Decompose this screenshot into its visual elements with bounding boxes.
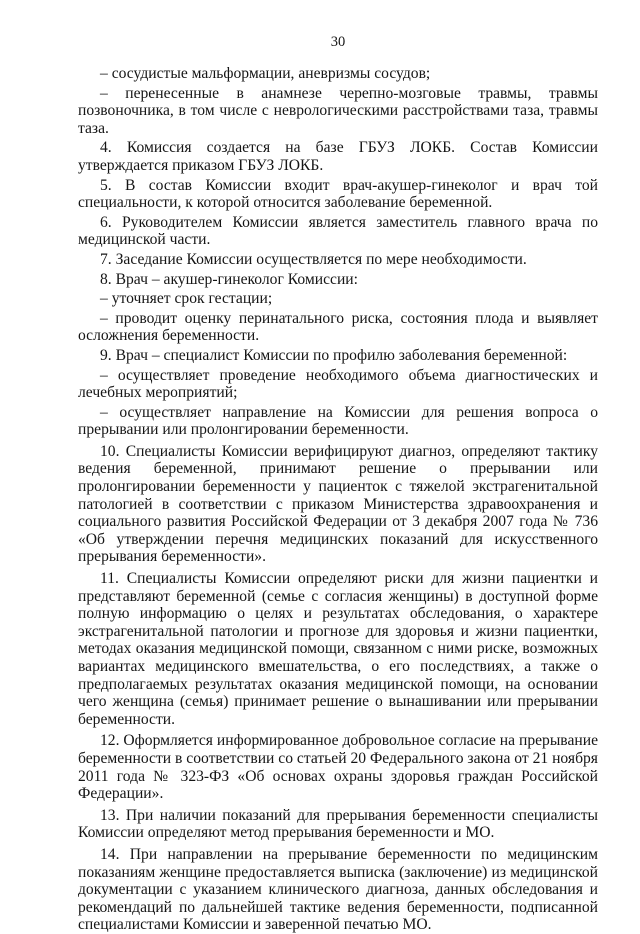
paragraph: 12. Оформляется информированное добровольное согласие на прерывание беременности в соответствии со статьей 20 Федерального закона от 21 ноября 2011 года № 323-ФЗ «Об основах охраны здоровья граждан Российской Федерации». bbox=[78, 732, 598, 803]
paragraph: 6. Руководителем Комиссии является заместитель главного врача по медицинской части. bbox=[78, 213, 598, 249]
paragraph: 7. Заседание Комиссии осуществляется по мере необходимости. bbox=[100, 250, 527, 268]
paragraph: – осуществляет направление на Комиссии для решения вопроса о прерывании или пролонгировании беременности. bbox=[78, 403, 598, 439]
paragraph: 4. Комиссия создается на базе ГБУЗ ЛОКБ. Состав Комиссии утверждается приказом ГБУЗ ЛОКБ. bbox=[78, 139, 598, 174]
document-body bbox=[78, 65, 598, 934]
paragraph: 11. Специалисты Комиссии определяют риски для жизни пациентки и представляют беременной (семье с согласия женщины) в доступной форме полную информацию о целях и результатах обследования, о характере экстрагенитальной патологии и прогнозе для здоровья и жизни пациентки, методах оказания медицинской помощи, связанном с ними риске, возможных вариантах медицинского вмешательства, о его последствиях, а также о предполагаемых результатах оказания медицинской помощи, на основании чего женщина (семья) принимает решение о вынашивании или прерывании беременности. bbox=[78, 570, 598, 728]
paragraph: 13. При наличии показаний для прерывания беременности специалисты Комиссии определяют метод прерывания беременности и МО. bbox=[78, 806, 598, 842]
paragraph: 14. При направлении на прерывание беременности по медицинским показаниям женщине предоставляется выписка (заключение) из медицинской документации с указанием клинического диагноза, данных обследования и рекомендаций по дальнейшей тактике ведения беременности, подписанной специалистами Комиссии и заверенной печатью МО. bbox=[78, 845, 598, 934]
page-number: 30 bbox=[330, 34, 346, 50]
paragraph: 8. Врач – акушер-гинеколог Комиссии: bbox=[100, 270, 358, 288]
paragraph: 10. Специалисты Комиссии верифицируют диагноз, определяют тактику ведения беременной, принимают решение о прерывании или пролонгировании беременности у пациенток с тяжелой экстрагенитальной патологией в соответствии с приказом Министерства здравоохранения и социального развития Российской Федерации от 3 декабря 2007 года № 736 «Об утверждении перечня медицинских показаний для искусственного прерывания беременности». bbox=[78, 442, 598, 566]
paragraph: – перенесенные в анамнезе черепно-мозговые травмы, травмы позвоночника, в том числе с неврологическими расстройствами таза, травмы таза. bbox=[78, 84, 598, 137]
paragraph: – уточняет срок гестации; bbox=[100, 290, 273, 308]
paragraph: 5. В состав Комиссии входит врач-акушер-гинеколог и врач той специальности, к которой относится заболевание беременной. bbox=[78, 176, 598, 212]
paragraph: – проводит оценку перинатального риска, состояния плода и выявляет осложнения беременности. bbox=[78, 309, 598, 345]
paragraph: – сосудистые мальформации, аневризмы сосудов; bbox=[100, 65, 431, 82]
paragraph: – осуществляет проведение необходимого объема диагностических и лечебных мероприятий; bbox=[78, 366, 598, 402]
paragraph: 9. Врач – специалист Комиссии по профилю заболевания беременной: bbox=[100, 346, 568, 364]
